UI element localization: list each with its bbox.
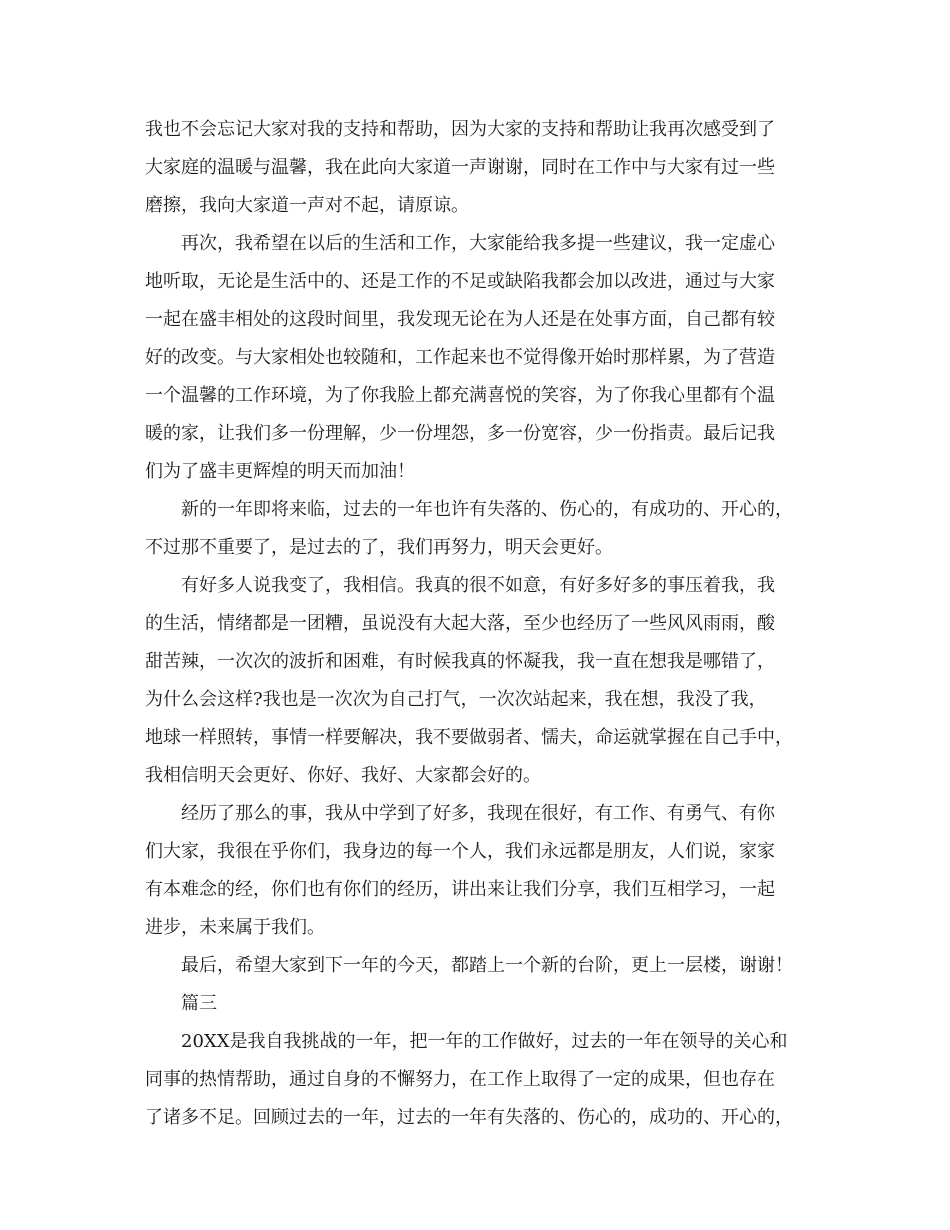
text-line: 了诸多不足。回顾过去的一年，过去的一年有失落的、伤心的，成功的、开心的，	[145, 1107, 793, 1128]
text-line: 我相信明天会更好、你好、我好、大家都会好的。	[145, 765, 541, 786]
paragraph-first-line: 经历了那么的事，我从中学到了好多，我现在很好，有工作、有勇气、有你	[181, 803, 775, 824]
text-line: 们大家，我很在乎你们，我身边的每一个人，我们永远都是朋友，人们说，家家	[145, 841, 775, 862]
text-line: 进步，未来属于我们。	[145, 917, 325, 938]
paragraph-first-line: 最后，希望大家到下一年的今天，都踏上一个新的台阶，更上一层楼，谢谢！	[181, 955, 793, 976]
text-line: 的生活，情绪都是一团糟，虽说没有大起大落，至少也经历了一些风风雨雨，酸	[145, 613, 775, 634]
text-line: 同事的热情帮助，通过自身的不懈努力，在工作上取得了一定的成果，但也存在	[145, 1069, 775, 1090]
text-line: 大家庭的温暖与温馨，我在此向大家道一声谢谢，同时在工作中与大家有过一些	[145, 157, 775, 178]
text-line: 有本难念的经，你们也有你们的经历，讲出来让我们分享，我们互相学习，一起	[145, 879, 775, 900]
text-line: 不过那不重要了，是过去的了，我们再努力，明天会更好。	[145, 537, 613, 558]
paragraph-first-line: 再次，我希望在以后的生活和工作，大家能给我多提一些建议，我一定虚心	[181, 233, 775, 254]
paragraph-first-line: 有好多人说我变了，我相信。我真的很不如意，有好多好多的事压着我，我	[181, 575, 775, 596]
text-line: 们为了盛丰更辉煌的明天而加油！	[145, 461, 415, 482]
text-line: 甜苦辣，一次次的波折和困难，有时候我真的怀凝我，我一直在想我是哪错了，	[145, 651, 775, 672]
text-line: 为什么会这样?我也是一次次为自己打气，一次次站起来，我在想，我没了我，	[145, 689, 767, 710]
paragraph-first-line: 20XX是我自我挑战的一年，把一年的工作做好，过去的一年在领导的关心和	[181, 1031, 788, 1052]
text-line: 地听取，无论是生活中的、还是工作的不足或缺陷我都会加以改进，通过与大家	[145, 271, 775, 292]
text-line: 一起在盛丰相处的这段时间里，我发现无论在为人还是在处事方面，自己都有较	[145, 309, 775, 330]
text-line: 一个温馨的工作环境，为了你我脸上都充满喜悦的笑容，为了你我心里都有个温	[145, 385, 775, 406]
text-line: 地球一样照转，事情一样要解决，我不要做弱者、懦夫，命运就掌握在自己手中，	[145, 727, 793, 748]
text-line: 磨擦，我向大家道一声对不起，请原谅。	[145, 195, 469, 216]
text-line: 好的改变。与大家相处也较随和，工作起来也不觉得像开始时那样累，为了营造	[145, 347, 775, 368]
section-heading: 篇三	[181, 993, 217, 1014]
paragraph-first-line: 新的一年即将来临，过去的一年也许有失落的、伤心的，有成功的、开心的，	[181, 499, 793, 520]
text-line: 我也不会忘记大家对我的支持和帮助，因为大家的支持和帮助让我再次感受到了	[145, 119, 775, 140]
text-line: 暖的家，让我们多一份理解，少一份埋怨，多一份宽容，少一份指责。最后记我	[145, 423, 775, 444]
